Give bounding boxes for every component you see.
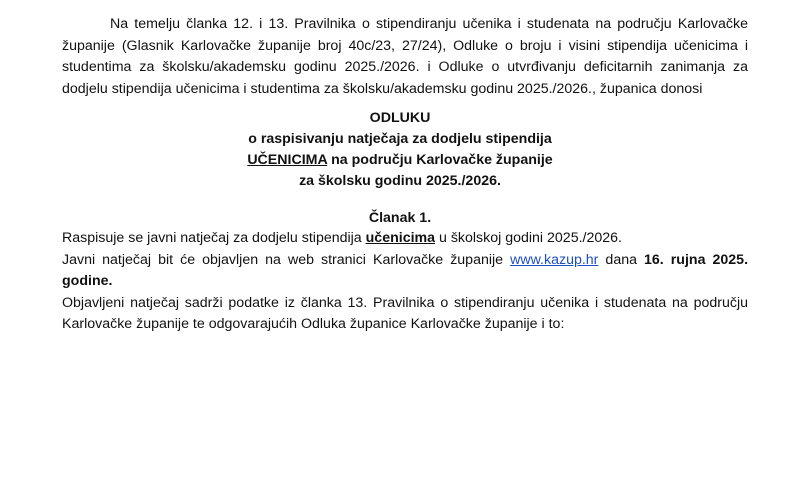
p2-text-middle: dana [598, 251, 645, 268]
target-group: UČENICIMA [247, 152, 328, 168]
decision-heading [0, 108, 800, 192]
p1-text-before: Raspisuje se javni natječaj za dodjelu stipendija [62, 230, 366, 246]
article-title: Članak 1. [368, 210, 432, 226]
intro-text: Na temelju članka 12. i 13. Pravilnika o stipendiranju učenika i studenata na području Karlovačke županije (Glasnik Karlovačke županije broj 40c/23, 27/24), Odluke o broju i visini stipendija učenicima i studentima za školsku/akademsku godinu 2025./2026. i Odluke o utvrđivanju deficitarnih zanimanja za dodjelu stipendija učenicima i studentima za školsku/akademsku godinu 2025./2026., županica donosi [62, 16, 748, 97]
kazup-link[interactable]: www.kazup.hr [510, 251, 599, 268]
intro-paragraph [62, 14, 748, 100]
article-paragraph-3: Objavljeni natječaj sadrži podatke iz članka 13. Pravilnika o stipendiranju učenika i studenata na području Karlovačke županije te odgovarajućih Odluka županice Karlovačke županije i to: [62, 294, 748, 332]
target-region: na području Karlovačke županije [327, 152, 553, 168]
p1-text-after: u školskoj godini 2025./2026. [435, 230, 622, 246]
decision-subtitle: o raspisivanju natječaja za dodjelu stipendija [248, 131, 552, 147]
article-paragraph-2 [62, 250, 748, 293]
publication-date: 16. rujna 2025. godine. [62, 251, 749, 289]
article-paragraph-1 [62, 228, 748, 250]
p1-underlined: učenicima [365, 230, 436, 246]
decision-title: ODLUKU [369, 110, 431, 126]
decision-target-line [0, 150, 800, 171]
article-body [62, 228, 748, 336]
decision-school-year: za školsku godinu 2025./2026. [299, 173, 501, 189]
p2-text-before: Javni natječaj bit će objavljen na web stranici Karlovačke županije [62, 251, 511, 268]
